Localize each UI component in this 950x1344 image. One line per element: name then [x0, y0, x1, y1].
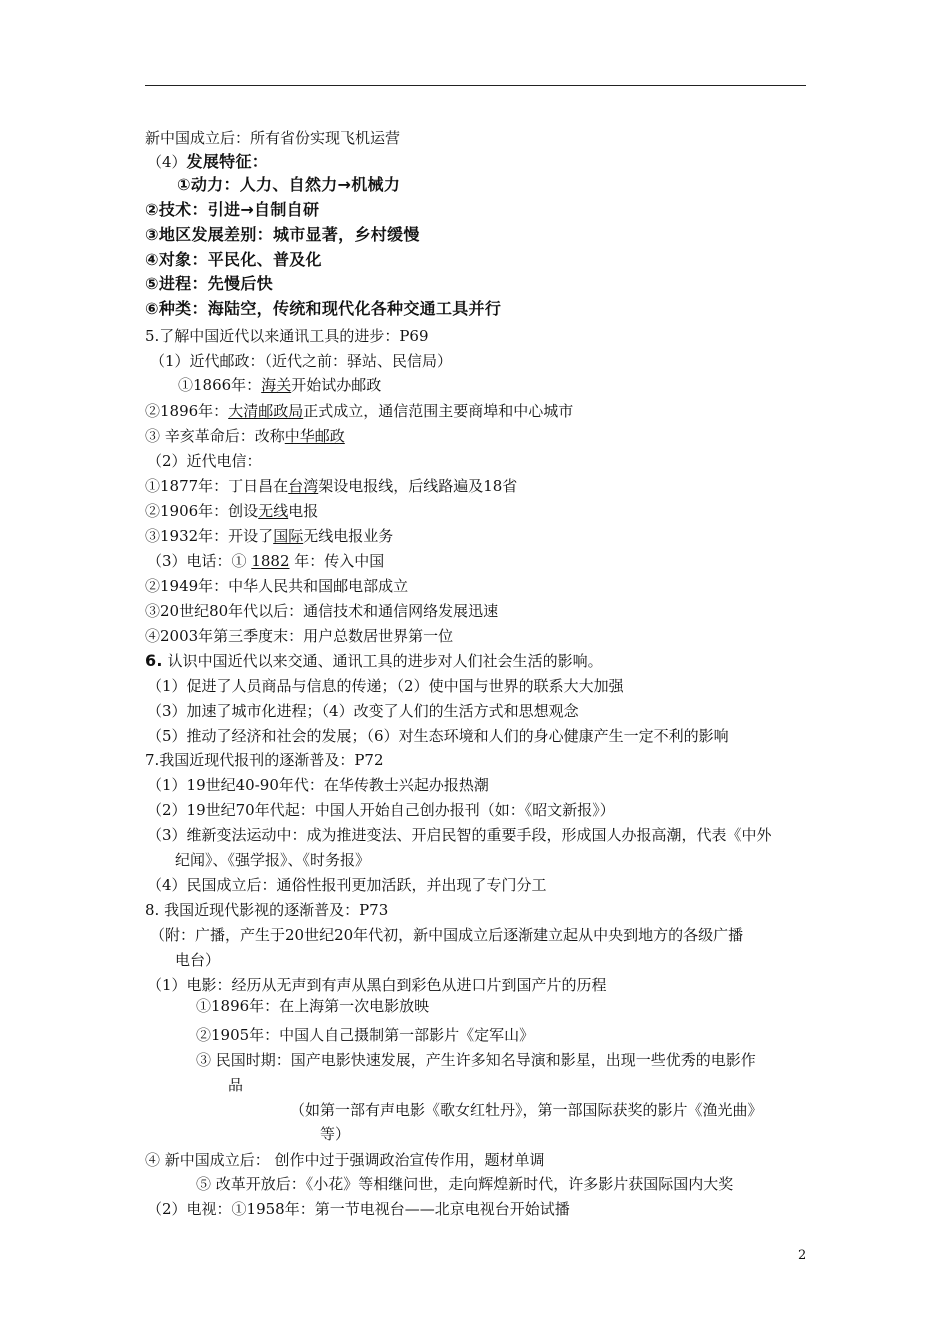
- text-segment: ②1905年：中国人自己摄制第一部影片《定军山》: [196, 1026, 535, 1044]
- text-line: [145, 299, 501, 319]
- text-segment: 开始试办邮政: [291, 376, 382, 394]
- text-line: [196, 1050, 756, 1070]
- text-line: [147, 726, 729, 746]
- text-segment: ②技术：引进→自制自研: [145, 200, 320, 219]
- text-segment: 5.了解中国近代以来通讯工具的进步：P69: [145, 327, 429, 345]
- text-line: [145, 900, 388, 920]
- text-line: [177, 175, 400, 195]
- text-line: [290, 1100, 763, 1120]
- text-segment: （1）促进了人员商品与信息的传递；（2）使中国与世界的联系大大加强: [147, 677, 624, 695]
- text-line: [145, 401, 573, 421]
- text-segment: ②1949年：中华人民共和国邮电部成立: [145, 577, 409, 595]
- text-segment: 电报: [288, 502, 319, 520]
- text-segment: ①1877年：丁日昌在: [145, 477, 289, 495]
- text-line: [145, 1150, 545, 1170]
- text-segment: ①1896年：在上海第一次电影放映: [196, 997, 430, 1015]
- text-segment: （3）加速了城市化进程；（4）改变了人们的生活方式和思想观念: [147, 702, 579, 720]
- text-line: [147, 1199, 570, 1219]
- text-line: [145, 426, 345, 446]
- text-segment: ③ 民国时期：国产电影快速发展，产生许多知名导演和影星，出现一些优秀的电影作: [196, 1051, 756, 1069]
- text-line: [145, 476, 517, 496]
- text-line: [145, 225, 420, 245]
- underlined-term: 无线: [258, 502, 289, 520]
- text-segment: 年：传入中国: [289, 552, 385, 570]
- text-segment: 7.我国近现代报刊的逐渐普及：P72: [145, 751, 384, 769]
- underlined-term: 大清邮政局: [228, 402, 304, 420]
- underlined-term: 中华邮政: [284, 427, 345, 445]
- text-line: [145, 626, 453, 646]
- text-line: [175, 850, 370, 870]
- text-line: [150, 925, 743, 945]
- text-line: [228, 1075, 243, 1095]
- text-line: [150, 351, 452, 371]
- text-segment: （1）近代邮政：（近代之前：驿站、民信局）: [150, 352, 453, 370]
- text-line: [196, 1174, 733, 1194]
- text-segment: 电台）: [175, 951, 221, 969]
- text-segment: ④ 新中国成立后： 创作中过于强调政治宣传作用，题材单调: [145, 1151, 545, 1169]
- text-segment: ①动力：人力、自然力→机械力: [177, 175, 401, 194]
- text-segment: 新中国成立后：所有省份实现飞机运营: [145, 129, 401, 147]
- text-line: [145, 750, 384, 770]
- text-line: [145, 526, 393, 546]
- text-segment: （2）19世纪70年代起：中国人开始自己创办报刊（如：《昭文新报》）: [147, 801, 615, 819]
- text-line: [196, 996, 429, 1016]
- text-line: [147, 875, 547, 895]
- text-segment: （5）推动了经济和社会的发展；（6）对生态环境和人们的身心健康产生一定不利的影响: [147, 727, 729, 745]
- text-line: [145, 651, 603, 671]
- text-segment: ⑤进程：先慢后快: [145, 274, 273, 293]
- text-line: [178, 375, 381, 395]
- text-segment: 8. 我国近现代影视的逐渐普及：P73: [145, 901, 389, 919]
- text-line: [147, 676, 624, 696]
- text-segment: （2）近代电信：: [147, 452, 262, 470]
- text-segment: 正式成立，通信范围主要商埠和中心城市: [303, 402, 574, 420]
- text-segment: ③地区发展差别：城市显著，乡村缓慢: [145, 225, 420, 244]
- text-segment: （3）电话：①: [147, 552, 252, 570]
- text-segment: （1）电影：经历从无声到有声从黑白到彩色从进口片到国产片的历程: [147, 976, 607, 994]
- text-line: [147, 975, 607, 995]
- text-line: [145, 200, 319, 220]
- text-segment: 认识中国近代以来交通、通讯工具的进步对人们社会生活的影响。: [162, 652, 603, 670]
- text-line: [147, 451, 262, 471]
- text-line: [145, 274, 273, 294]
- text-segment: 等）: [320, 1125, 351, 1143]
- text-segment: ①1866年：: [178, 376, 262, 394]
- text-segment: （2）电视：①1958年：第一节电视台——北京电视台开始试播: [147, 1200, 570, 1218]
- header-rule: [145, 85, 806, 86]
- text-segment: ④对象：平民化、普及化: [145, 250, 322, 269]
- text-segment: 架设电报线，后线路遍及18省: [318, 477, 518, 495]
- text-segment: 无线电报业务: [303, 527, 394, 545]
- text-segment: 6.: [145, 651, 163, 670]
- text-line: [145, 501, 318, 521]
- text-segment: （附：广播，产生于20世纪20年代初，新中国成立后逐渐建立起从中央到地方的各级广播: [150, 926, 744, 944]
- underlined-term: 海关: [261, 376, 292, 394]
- text-segment: ②1906年：创设: [145, 502, 259, 520]
- text-line: [145, 128, 400, 148]
- text-segment: （1）19世纪40-90年代：在华传教士兴起办报热潮: [147, 776, 489, 794]
- text-segment: 纪闻》、《强学报》、《时务报》: [175, 851, 371, 869]
- text-segment: ⑥种类：海陆空，传统和现代化各种交通工具并行: [145, 299, 502, 318]
- text-line: [147, 825, 772, 845]
- text-line: [145, 601, 498, 621]
- text-segment: （4）民国成立后：通俗性报刊更加活跃，并出现了专门分工: [147, 876, 547, 894]
- text-segment: ③20世纪80年代以后：通信技术和通信网络发展迅速: [145, 602, 499, 620]
- page-number: 2: [798, 1248, 807, 1263]
- underlined-term: 1882: [251, 552, 290, 570]
- text-segment: ⑤ 改革开放后：《小花》等相继问世，走向辉煌新时代，许多影片获国际国内大奖: [196, 1175, 734, 1193]
- text-line: [147, 800, 615, 820]
- text-segment: 发展特征：: [186, 152, 269, 171]
- text-segment: ③1932年：开设了: [145, 527, 274, 545]
- text-line: [145, 250, 322, 270]
- text-line: [320, 1124, 350, 1144]
- text-segment: （4）: [147, 153, 187, 171]
- text-line: [147, 701, 579, 721]
- text-line: [175, 950, 220, 970]
- text-line: [196, 1025, 534, 1045]
- text-segment: ④2003年第三季度末：用户总数居世界第一位: [145, 627, 454, 645]
- text-line: [147, 551, 384, 571]
- text-segment: ②1896年：: [145, 402, 229, 420]
- text-segment: ③ 辛亥革命后：改称: [145, 427, 285, 445]
- text-line: [147, 775, 489, 795]
- text-segment: （3）维新变法运动中：成为推进变法、开启民智的重要手段，形成国人办报高潮，代表《中外: [147, 826, 772, 844]
- underlined-term: 台湾: [288, 477, 319, 495]
- text-line: [145, 326, 429, 346]
- text-segment: （如第一部有声电影《歌女红牡丹》，第一部国际获奖的影片《渔光曲》: [290, 1101, 763, 1119]
- text-line: [145, 576, 408, 596]
- underlined-term: 国际: [273, 527, 304, 545]
- text-segment: 品: [228, 1076, 244, 1094]
- text-line: [147, 152, 268, 172]
